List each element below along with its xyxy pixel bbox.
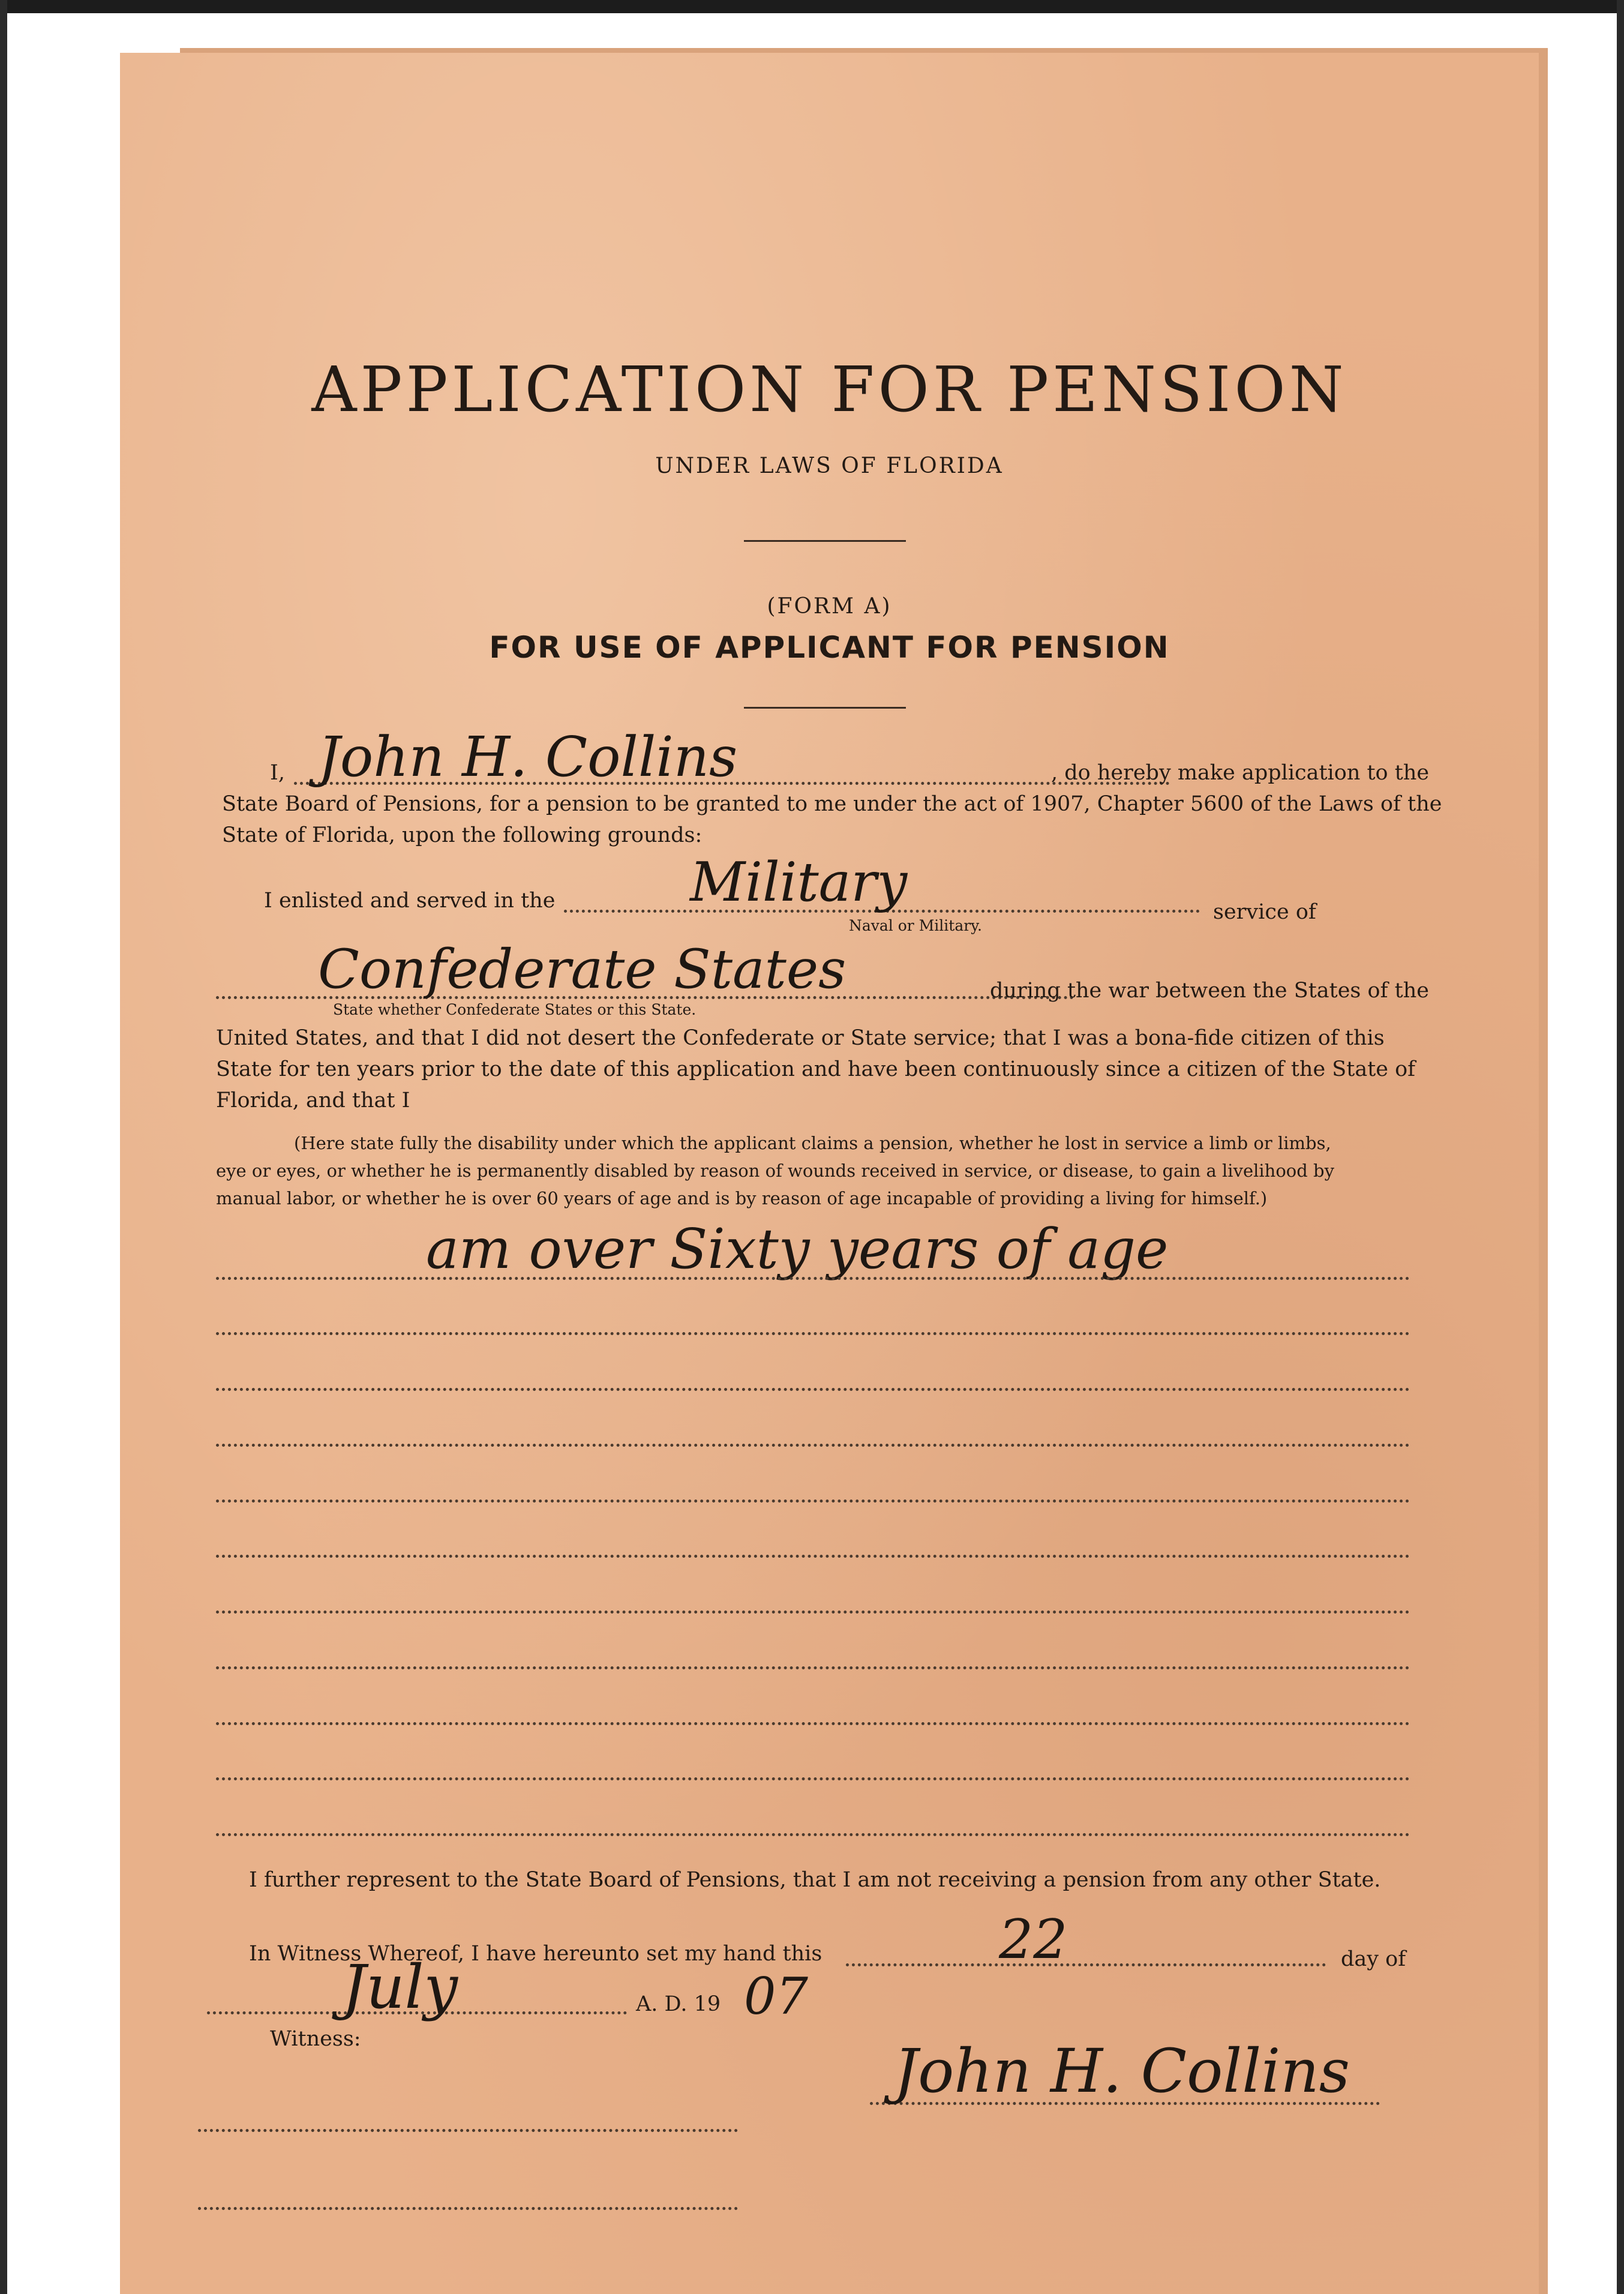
enlisted-prefix: I enlisted and served in the	[264, 889, 556, 913]
scan-top-border	[0, 0, 1624, 13]
divider-bottom	[744, 707, 906, 709]
divider-top	[744, 540, 906, 542]
paragraph2-line2: State for ten years prior to the date of this application and have been continuously since a citizen of the State of	[216, 1057, 1416, 1081]
disability-line-7	[216, 1611, 1410, 1614]
ad-label: A. D. 19	[636, 1992, 721, 2016]
disability-line-10	[216, 1777, 1410, 1780]
state-suffix: during the war between the States of the	[990, 979, 1429, 1003]
instructions-line1: (Here state fully the disability under which the applicant claims a pension, whether he lost in service a limb or limbs,	[294, 1133, 1331, 1153]
service-handwritten: Military	[690, 851, 908, 914]
form-code: (FORM A)	[767, 594, 892, 619]
scan-right-border	[1617, 0, 1624, 2294]
instructions-line2: eye or eyes, or whether he is permanently disabled by reason of wounds received in service, or disease, to gain a livelihood by	[216, 1161, 1334, 1181]
disability-handwritten: am over Sixty years of age	[426, 1217, 1169, 1281]
form-title: APPLICATION FOR PENSION	[311, 353, 1347, 426]
paragraph1-line3: State of Florida, upon the following grounds:	[222, 823, 703, 847]
state-caption: State whether Confederate States or this State.	[333, 1001, 697, 1018]
applicant-suffix: , do hereby make application to the	[1051, 761, 1430, 785]
paragraph1-line2: State Board of Pensions, for a pension to be granted to me under the act of 1907, Chapter 5600 of the Laws of the	[222, 792, 1442, 816]
disability-line-11	[216, 1833, 1410, 1836]
disability-line-2	[216, 1332, 1410, 1335]
state-handwritten: Confederate States	[318, 938, 846, 1001]
day-line	[846, 1963, 1326, 1966]
day-handwritten: 22	[999, 1908, 1068, 1971]
disability-line-3	[216, 1388, 1410, 1391]
witness-clause-prefix: In Witness Whereof, I have hereunto set my hand this	[249, 1942, 822, 1966]
pension-form-page	[120, 53, 1539, 2294]
form-subtitle: UNDER LAWS OF FLORIDA	[655, 454, 1004, 478]
applicant-signature: John H. Collins	[894, 2036, 1350, 2106]
disability-line-1	[216, 1277, 1410, 1280]
applicant-prefix: I,	[270, 761, 285, 785]
witness-line-2	[198, 2207, 738, 2210]
disability-line-6	[216, 1555, 1410, 1558]
paragraph2-line1: United States, and that I did not desert the Confederate or State service; that I was a bona-fide citizen of this	[216, 1026, 1385, 1050]
enlisted-suffix: service of	[1213, 900, 1316, 924]
further-representation: I further represent to the State Board of Pensions, that I am not receiving a pension from any other State.	[249, 1868, 1381, 1892]
year-handwritten: 07	[744, 1967, 808, 2026]
witness-label: Witness:	[270, 2027, 361, 2051]
form-heading: FOR USE OF APPLICANT FOR PENSION	[489, 630, 1170, 665]
witness-line-1	[198, 2129, 738, 2132]
month-handwritten: July	[342, 1952, 458, 2022]
disability-line-8	[216, 1666, 1410, 1669]
witness-clause-suffix: day of	[1341, 1947, 1406, 1971]
scan-left-border	[0, 0, 7, 2294]
disability-line-9	[216, 1722, 1410, 1725]
disability-line-4	[216, 1444, 1410, 1447]
disability-line-5	[216, 1500, 1410, 1503]
instructions-line3: manual labor, or whether he is over 60 years of age and is by reason of age incapable of providing a living for himself.)	[216, 1188, 1268, 1209]
paragraph2-line3: Florida, and that I	[216, 1088, 410, 1112]
applicant-name-handwritten: John H. Collins	[318, 725, 738, 789]
service-caption: Naval or Military.	[849, 917, 982, 934]
